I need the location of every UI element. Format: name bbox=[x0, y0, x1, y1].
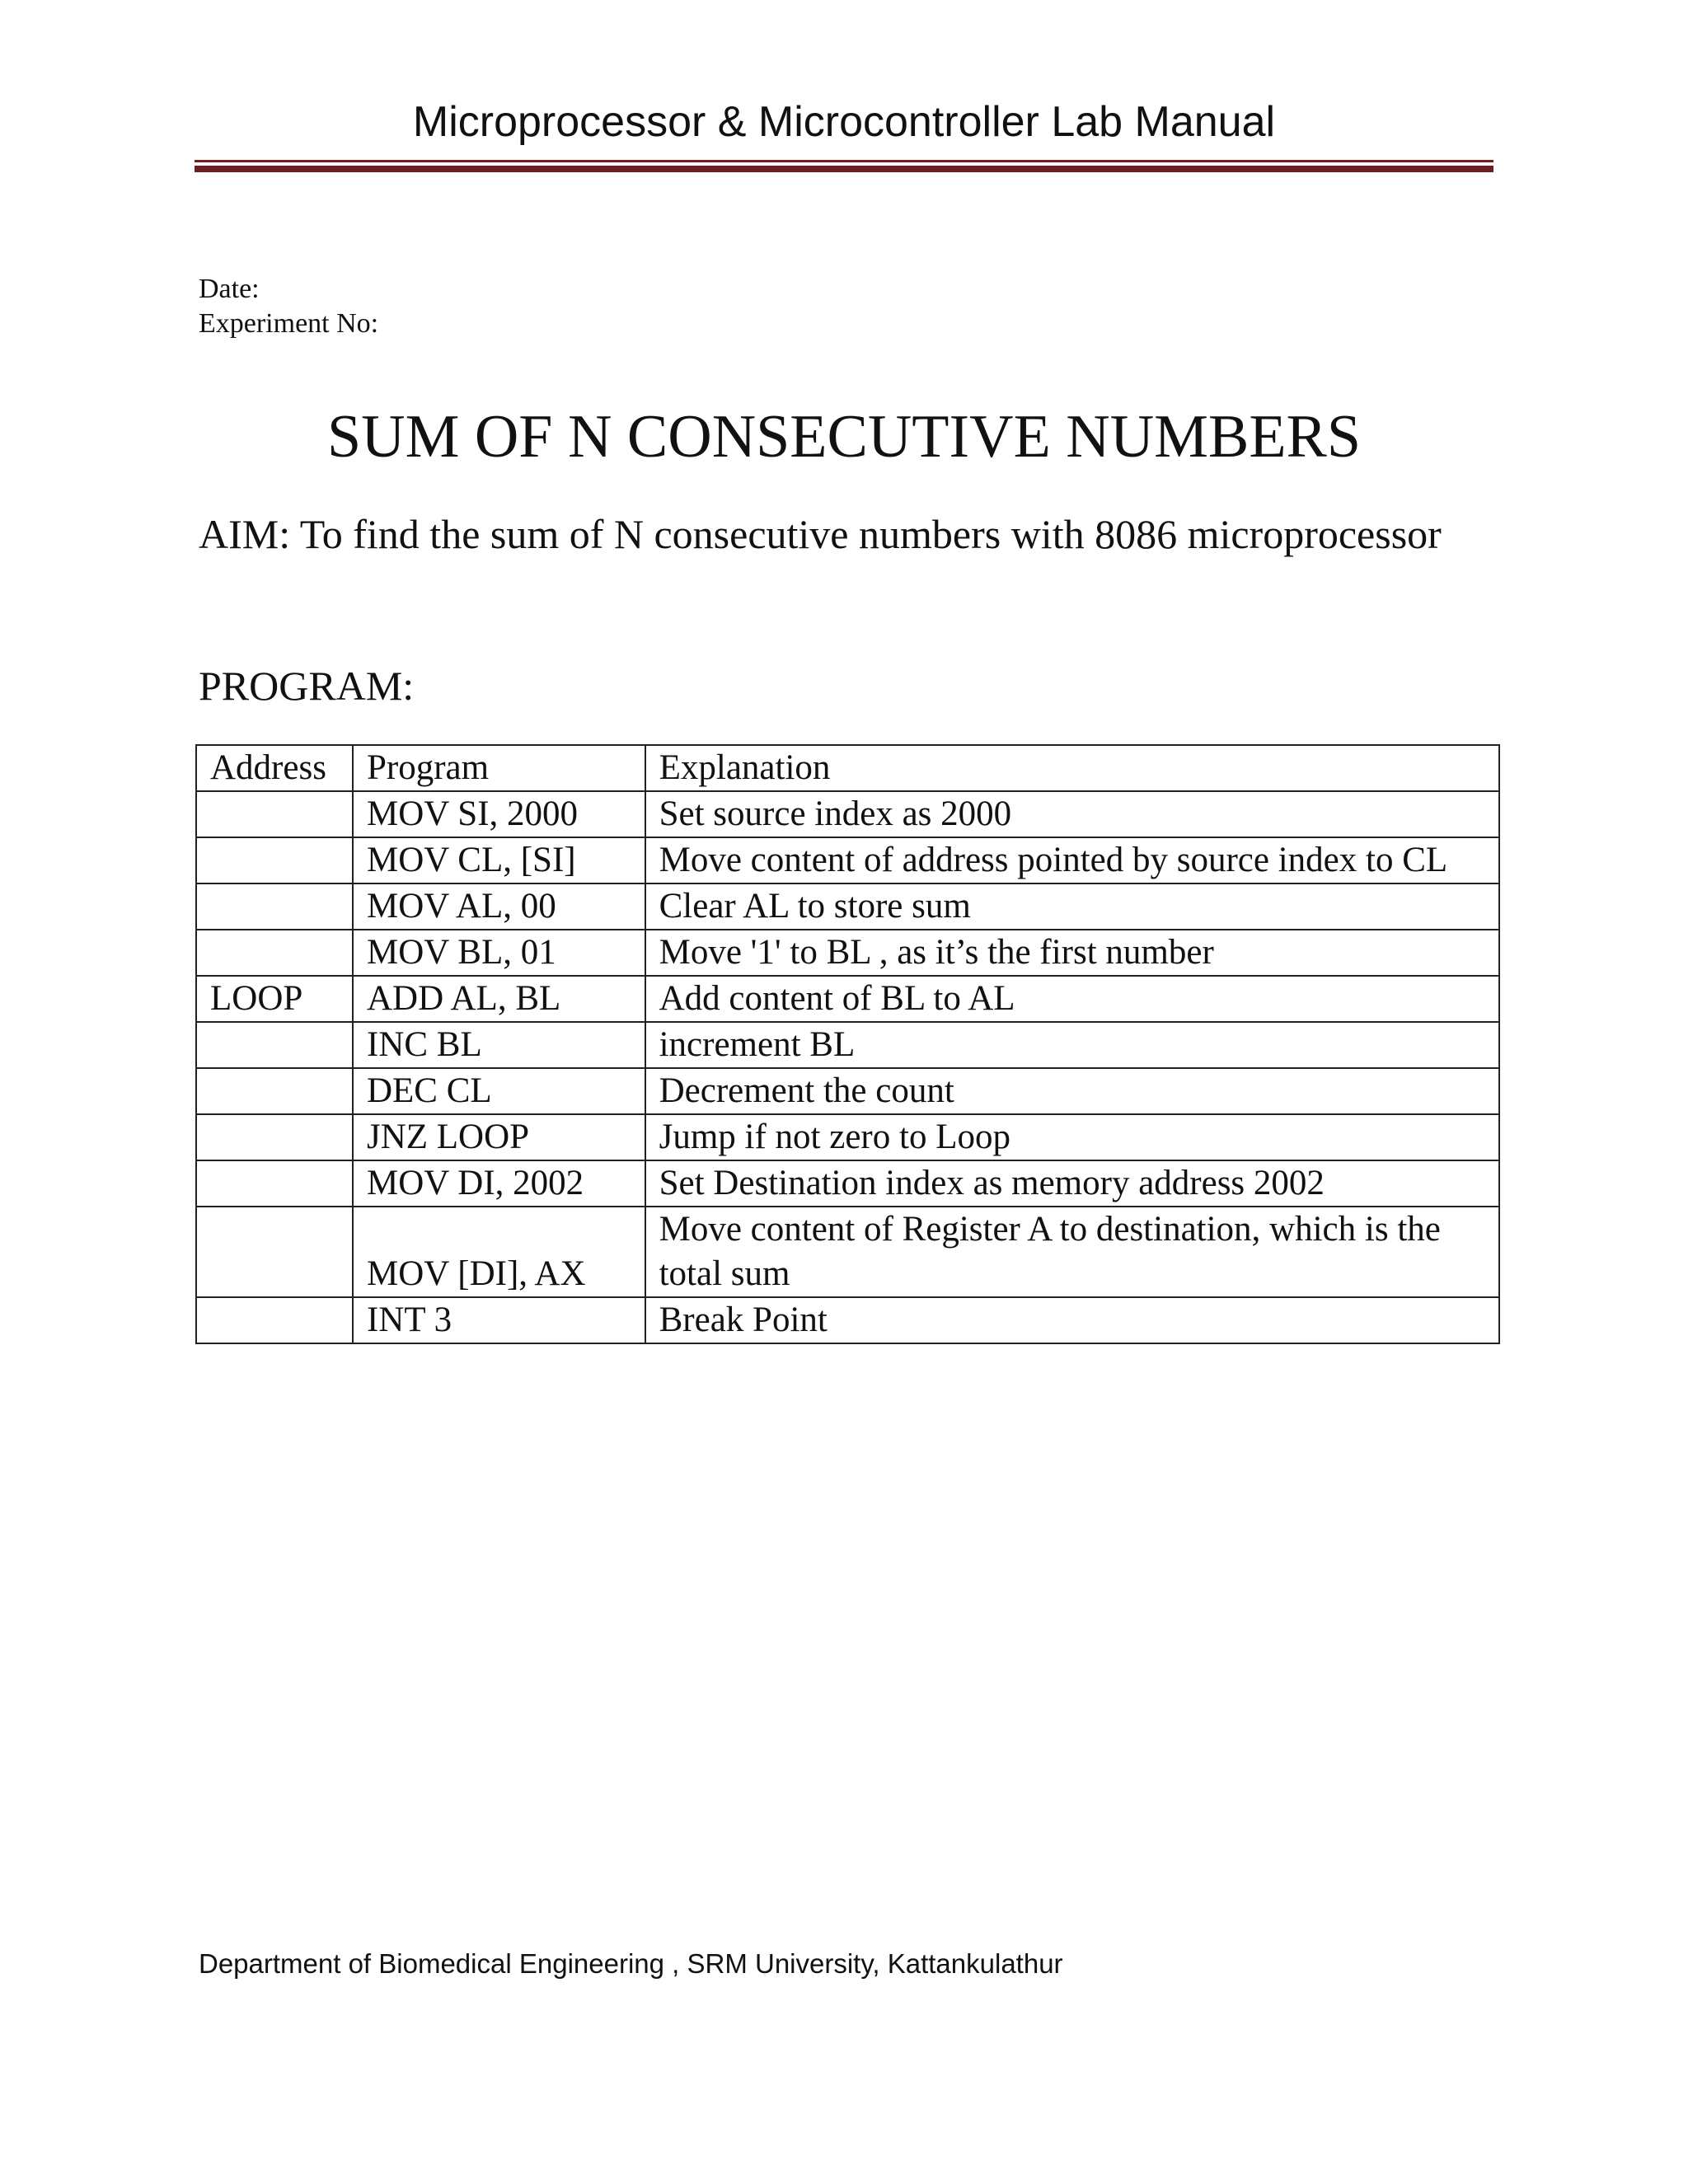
aim-statement: AIM: To find the sum of N consecutive numbers with 8086 microprocessor bbox=[199, 511, 1442, 557]
address-cell bbox=[196, 1297, 353, 1343]
address-cell: LOOP bbox=[196, 976, 353, 1022]
explanation-cell: Clear AL to store sum bbox=[645, 883, 1499, 930]
experiment-number-label: Experiment No: bbox=[199, 308, 379, 339]
explanation-cell: Move '1' to BL , as it’s the first number bbox=[645, 930, 1499, 976]
program-cell: JNZ LOOP bbox=[353, 1114, 645, 1160]
explanation-cell: Move content of address pointed by source index to CL bbox=[645, 837, 1499, 883]
program-cell: INT 3 bbox=[353, 1297, 645, 1343]
table-row bbox=[196, 883, 1499, 930]
program-section-label: PROGRAM: bbox=[199, 663, 415, 709]
explanation-cell: Jump if not zero to Loop bbox=[645, 1114, 1499, 1160]
document-title: SUM OF N CONSECUTIVE NUMBERS bbox=[326, 403, 1362, 471]
program-cell: ADD AL, BL bbox=[353, 976, 645, 1022]
explanation-cell: Decrement the count bbox=[645, 1068, 1499, 1114]
header-divider-thick bbox=[195, 166, 1493, 172]
table-row bbox=[196, 791, 1499, 837]
table-row bbox=[196, 1114, 1499, 1160]
explanation-cell: Move content of Register A to destination, which is the total sum bbox=[645, 1207, 1499, 1297]
table-row bbox=[196, 930, 1499, 976]
program-cell: INC BL bbox=[353, 1022, 645, 1068]
address-cell bbox=[196, 1207, 353, 1297]
table-header-row bbox=[196, 745, 1499, 791]
table-row bbox=[196, 1022, 1499, 1068]
program-table bbox=[195, 744, 1500, 1344]
explanation-cell: increment BL bbox=[645, 1022, 1499, 1068]
program-cell: MOV BL, 01 bbox=[353, 930, 645, 976]
explanation-cell: Add content of BL to AL bbox=[645, 976, 1499, 1022]
program-cell: MOV AL, 00 bbox=[353, 883, 645, 930]
table-row bbox=[196, 1207, 1499, 1297]
address-cell bbox=[196, 883, 353, 930]
column-header-address: Address bbox=[196, 745, 353, 791]
address-cell bbox=[196, 791, 353, 837]
header-divider bbox=[195, 160, 1493, 162]
program-cell: MOV [DI], AX bbox=[353, 1207, 645, 1297]
date-label: Date: bbox=[199, 274, 260, 304]
explanation-cell: Set Destination index as memory address 2002 bbox=[645, 1160, 1499, 1207]
address-cell bbox=[196, 837, 353, 883]
explanation-cell: Set source index as 2000 bbox=[645, 791, 1499, 837]
table-row bbox=[196, 1297, 1499, 1343]
page-footer: Department of Biomedical Engineering , SRM University, Kattankulathur bbox=[199, 1948, 1063, 1979]
table-row bbox=[196, 1068, 1499, 1114]
explanation-cell: Break Point bbox=[645, 1297, 1499, 1343]
address-cell bbox=[196, 1160, 353, 1207]
column-header-explanation: Explanation bbox=[645, 745, 1499, 791]
address-cell bbox=[196, 930, 353, 976]
table-row bbox=[196, 1160, 1499, 1207]
program-cell: DEC CL bbox=[353, 1068, 645, 1114]
address-cell bbox=[196, 1114, 353, 1160]
address-cell bbox=[196, 1022, 353, 1068]
program-cell: MOV CL, [SI] bbox=[353, 837, 645, 883]
program-cell: MOV SI, 2000 bbox=[353, 791, 645, 837]
column-header-program: Program bbox=[353, 745, 645, 791]
page-header-title: Microprocessor & Microcontroller Lab Manual bbox=[412, 98, 1276, 146]
table-row bbox=[196, 976, 1499, 1022]
address-cell bbox=[196, 1068, 353, 1114]
program-cell: MOV DI, 2002 bbox=[353, 1160, 645, 1207]
table-row bbox=[196, 837, 1499, 883]
